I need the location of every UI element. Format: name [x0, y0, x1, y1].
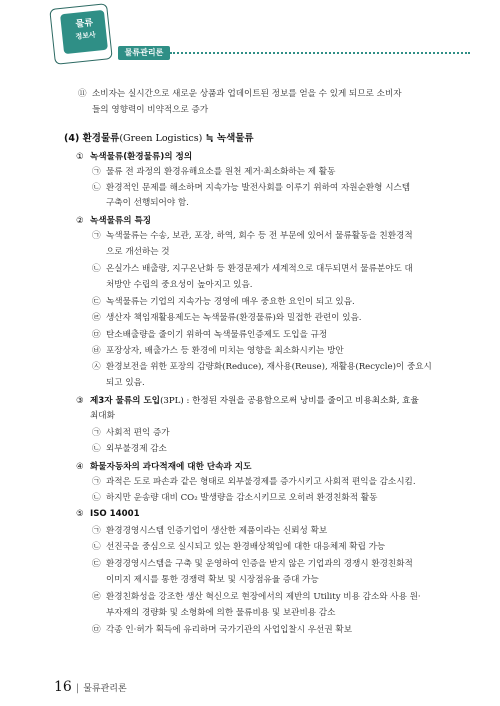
section-english: (Green Logistics) [119, 133, 203, 144]
subheading-5-title: ISO 14001 [90, 509, 140, 519]
page-footer [54, 676, 127, 695]
subheading-5 [76, 509, 140, 519]
item-marker: ㉣ [92, 592, 101, 602]
header-badge [65, 16, 105, 44]
item-marker: ㉠ [92, 477, 101, 487]
item-text: 녹색물류는 기업의 지속가능 경영에 매우 중요한 요인이 되고 있음. [106, 297, 355, 307]
item-marker: ㉢ [92, 559, 101, 569]
list-item [92, 624, 352, 636]
item-text: 환경친화성을 강조한 생산 혁신으로 현장에서의 제반의 Utility 비용 감소와 사용 원· [106, 592, 421, 602]
intro-number: ⑪ [78, 89, 87, 99]
item-text: 환경경영시스템을 구축 및 운영하여 인증을 받지 않은 기업과의 경쟁시 환경친화적 [106, 559, 413, 569]
item-marker: ㉠ [92, 167, 101, 177]
item-text: 환경경영시스템 인증기업이 생산한 제품이라는 신뢰성 확보 [106, 526, 328, 536]
subheading-4-number: ④ [76, 462, 84, 472]
item-marker: ㉠ [92, 428, 101, 438]
list-item [92, 492, 377, 504]
intro-line-2: 들의 영향력이 비약적으로 증가 [92, 105, 209, 115]
header-dotted-rule [170, 52, 470, 54]
item-marker: ㉣ [92, 313, 101, 323]
list-item [92, 329, 327, 341]
badge-line-2: 정보사 [75, 30, 97, 42]
list-item [92, 443, 167, 455]
subheading-1-number: ① [76, 152, 84, 162]
item-marker: ㉡ [92, 183, 101, 193]
item-text-continued: 으로 개선하는 것 [106, 247, 170, 257]
item-text-continued: 부자재의 경량화 및 소형화에 의한 물류비용 및 보관비용 감소 [106, 608, 336, 618]
subheading-2-number: ② [76, 216, 84, 226]
list-item [92, 182, 410, 194]
item-marker: ㉡ [92, 444, 101, 454]
list-item [92, 263, 413, 275]
item-marker: ㉠ [92, 231, 101, 241]
subheading-4-title: 화물자동차의 과다적재에 대한 단속과 지도 [90, 462, 252, 472]
subheading-1 [76, 150, 192, 162]
item-text: 물류 전 과정의 환경유해요소를 원천 제거·최소화하는 제 활동 [106, 167, 336, 177]
section-heading [64, 130, 254, 144]
item-text-continued: 되고 있음. [106, 378, 145, 388]
list-item [92, 476, 416, 488]
list-item [92, 296, 355, 308]
subheading-2-title: 녹색물류의 특징 [90, 216, 152, 226]
item-text: 환경보전을 위한 포장의 감량화(Reduce), 재사용(Reuse), 재활용(Recycle)이 중요시 [106, 362, 432, 372]
list-item [92, 525, 327, 537]
subheading-3-number: ③ [76, 396, 84, 406]
section-label: (4) 환경물류 [64, 133, 120, 144]
subheading-5-number: ⑤ [76, 509, 84, 519]
item-text: 환경적인 문제를 해소하며 지속가능 발전사회를 이루기 위하여 자원순환형 시스템 [106, 183, 411, 193]
item-text: 선진국을 중심으로 실시되고 있는 환경배상책임에 대한 대응체제 확립 가능 [106, 542, 386, 552]
subheading-3-title: 제3자 물류의 도입 [90, 396, 161, 406]
subheading-4 [76, 460, 251, 472]
item-marker: ㉡ [92, 493, 101, 503]
item-marker: ㉡ [92, 542, 101, 552]
list-item [92, 558, 413, 570]
item-text: 생산자 책임재활용제도는 녹색물류(환경물류)와 밀접한 관련이 있음. [106, 313, 362, 323]
item-marker: ㉥ [92, 346, 101, 356]
item-text-continued: 처방안 수립의 중요성이 높아지고 있음. [106, 280, 253, 290]
item-marker: ㉤ [92, 330, 101, 340]
intro-text-1: 소비자는 실시간으로 새로운 상품과 업데이트된 정보를 얻을 수 있게 되므로 소비자 [92, 89, 402, 99]
item-text-continued: 구축이 선행되어야 함. [106, 198, 189, 208]
subheading-1-title: 녹색물류(환경물류)의 정의 [90, 152, 193, 162]
list-item [92, 345, 344, 357]
item-text: 탄소배출량을 줄이기 위하여 녹색물류인증제도 도입을 규정 [106, 330, 328, 340]
section-approx: ≒ [205, 133, 214, 144]
list-item [92, 591, 421, 603]
item-text: 녹색물류는 수송, 보관, 포장, 하역, 회수 등 전 부문에 있어서 물류활동을 친환경적 [106, 231, 413, 241]
list-item [92, 427, 170, 439]
section-label-2: 녹색물류 [216, 133, 254, 144]
item-text: 온실가스 배출량, 지구온난화 등 환경문제가 세계적으로 대두되면서 물류분야도 대 [106, 264, 413, 274]
subheading-3-continued: 최대화 [90, 411, 115, 421]
badge-line-1: 물류 [75, 18, 94, 30]
item-marker: ㉦ [92, 362, 101, 372]
item-text-continued: 이미지 제시를 통한 경쟁력 확보 및 시장점유율 증대 가능 [106, 575, 319, 585]
list-item [92, 230, 413, 242]
footer-title: 물류관리론 [83, 684, 127, 694]
list-item [92, 541, 385, 553]
item-marker: ㉤ [92, 625, 101, 635]
intro-line-1 [78, 88, 402, 100]
list-item [92, 361, 432, 373]
subheading-2 [76, 214, 151, 226]
item-text: 외부불경제 감소 [106, 444, 167, 454]
item-text: 사회적 편익 증가 [106, 428, 170, 438]
footer-separator: | [75, 683, 80, 694]
item-text: 하지만 운송량 대비 CO₂ 발생량을 감소시키므로 오히려 환경친화적 활동 [106, 493, 378, 503]
page-header [0, 0, 500, 70]
item-text: 각종 인·허가 획득에 유리하며 국가기관의 사업입찰시 우선권 확보 [106, 625, 352, 635]
item-marker: ㉢ [92, 297, 101, 307]
item-marker: ㉡ [92, 264, 101, 274]
list-item [92, 166, 335, 178]
item-marker: ㉠ [92, 526, 101, 536]
subheading-3-suffix: (3PL) : 한정된 자원을 공용함으로써 낭비를 줄이고 비용최소화, 효율 [160, 396, 419, 406]
subheading-3 [76, 394, 419, 406]
page-number: 16 [54, 679, 72, 695]
item-text: 포장상자, 배출가스 등 환경에 미치는 영향을 최소화시키는 방안 [106, 346, 344, 356]
item-text: 과적은 도로 파손과 같은 형태로 외부불경제를 증가시키고 사회적 편익을 감소시킴. [106, 477, 416, 487]
header-tab-label: 물류관리론 [118, 46, 170, 60]
list-item [92, 312, 362, 324]
